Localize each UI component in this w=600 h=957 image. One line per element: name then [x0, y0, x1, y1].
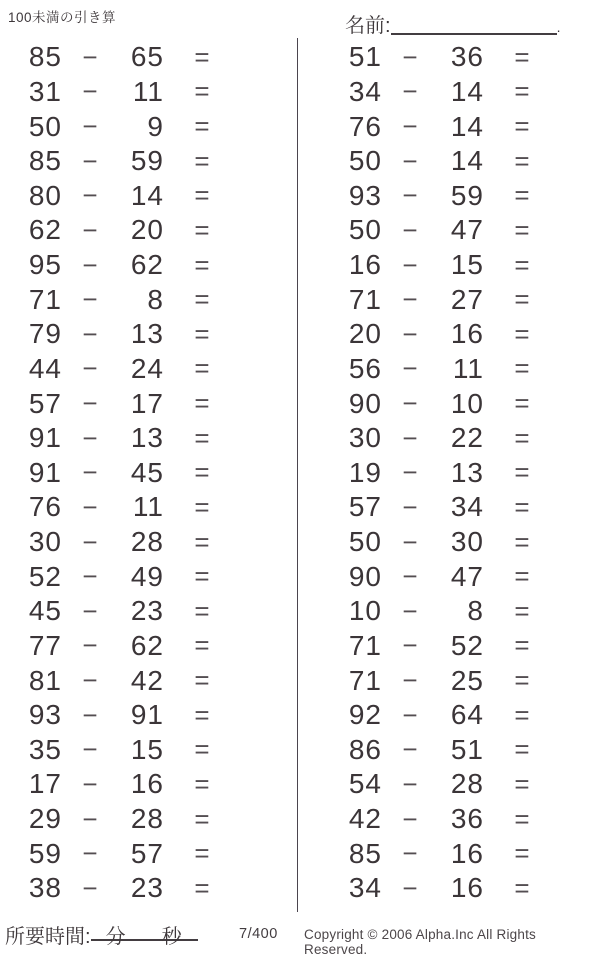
minuend: 93 — [348, 179, 382, 211]
minus-sign: − — [82, 422, 98, 453]
minus-sign: − — [82, 318, 98, 349]
minus-sign: − — [82, 111, 98, 142]
minuend: 30 — [348, 422, 382, 454]
subtrahend: 28 — [130, 803, 164, 835]
time-input-line[interactable] — [91, 920, 198, 948]
equals-sign: = — [514, 699, 530, 730]
equals-sign: = — [514, 422, 530, 453]
subtrahend: 14 — [450, 75, 484, 107]
equals-sign: = — [514, 665, 530, 696]
subtrahend: 8 — [467, 595, 484, 627]
time-label: 所要時間: — [5, 926, 91, 948]
subtrahend: 11 — [132, 75, 164, 107]
subtrahend: 14 — [450, 145, 484, 177]
subtrahend: 11 — [132, 491, 164, 523]
subtrahend: 27 — [450, 283, 484, 315]
equals-sign: = — [194, 768, 210, 799]
minuend: 44 — [28, 352, 62, 384]
minus-sign: − — [402, 249, 418, 280]
minuend: 19 — [348, 456, 382, 488]
problem-row — [328, 352, 568, 387]
minuend: 20 — [348, 318, 382, 350]
subtrahend: 23 — [130, 595, 164, 627]
subtrahend: 11 — [452, 352, 484, 384]
equals-sign: = — [514, 838, 530, 869]
minuend: 29 — [28, 803, 62, 835]
equals-sign: = — [514, 41, 530, 72]
copyright: Copyright © 2006 Alpha.Inc All Rights Reserved. — [304, 927, 536, 957]
problem-row — [328, 836, 568, 871]
minus-sign: − — [82, 561, 98, 592]
minus-sign: − — [402, 561, 418, 592]
minus-sign: − — [82, 699, 98, 730]
minuend: 77 — [28, 629, 62, 661]
problem-row — [8, 144, 248, 179]
minus-sign: − — [82, 180, 98, 211]
problem-row — [8, 40, 248, 75]
subtrahend: 57 — [130, 837, 164, 869]
equals-sign: = — [514, 388, 530, 419]
subtrahend: 59 — [450, 179, 484, 211]
equals-sign: = — [514, 145, 530, 176]
problem-row — [328, 698, 568, 733]
subtrahend: 36 — [450, 803, 484, 835]
equals-sign: = — [514, 595, 530, 626]
subtrahend: 8 — [147, 283, 164, 315]
equals-sign: = — [514, 526, 530, 557]
minuend: 31 — [28, 75, 62, 107]
problem-row — [328, 629, 568, 664]
problem-row — [8, 421, 248, 456]
subtrahend: 9 — [147, 110, 164, 142]
subtrahend: 52 — [450, 629, 484, 661]
problem-row — [328, 594, 568, 629]
problem-row — [328, 386, 568, 421]
problem-row — [328, 40, 568, 75]
minus-sign: − — [82, 526, 98, 557]
subtrahend: 62 — [130, 249, 164, 281]
subtrahend: 91 — [130, 699, 164, 731]
minuend: 34 — [348, 872, 382, 904]
equals-sign: = — [514, 734, 530, 765]
equals-sign: = — [194, 388, 210, 419]
subtrahend: 34 — [450, 491, 484, 523]
minuend: 16 — [348, 249, 382, 281]
subtrahend: 59 — [130, 145, 164, 177]
minus-sign: − — [402, 41, 418, 72]
problem-row — [328, 248, 568, 283]
minus-sign: − — [82, 734, 98, 765]
minus-sign: − — [402, 457, 418, 488]
problem-row — [8, 836, 248, 871]
equals-sign: = — [194, 214, 210, 245]
minuend: 80 — [28, 179, 62, 211]
subtrahend: 36 — [450, 41, 484, 73]
name-field — [345, 9, 560, 38]
problem-row — [328, 421, 568, 456]
subtrahend: 65 — [130, 41, 164, 73]
subtrahend: 13 — [130, 422, 164, 454]
minuend: 17 — [28, 768, 62, 800]
minus-sign: − — [402, 838, 418, 869]
minus-sign: − — [82, 353, 98, 384]
subtrahend: 15 — [450, 249, 484, 281]
subtrahend: 10 — [450, 387, 484, 419]
minus-sign: − — [402, 388, 418, 419]
equals-sign: = — [194, 111, 210, 142]
equals-sign: = — [514, 457, 530, 488]
equals-sign: = — [194, 422, 210, 453]
minuend: 45 — [28, 595, 62, 627]
subtrahend: 16 — [450, 837, 484, 869]
minuend: 56 — [348, 352, 382, 384]
equals-sign: = — [514, 180, 530, 211]
minus-sign: − — [402, 284, 418, 315]
minus-sign: − — [402, 422, 418, 453]
equals-sign: = — [194, 595, 210, 626]
problems-column-right — [328, 40, 568, 906]
problem-row — [8, 109, 248, 144]
minus-sign: − — [82, 838, 98, 869]
equals-sign: = — [194, 872, 210, 903]
equals-sign: = — [194, 249, 210, 280]
footer — [0, 918, 600, 957]
worksheet-title: 100未満の引き算 — [8, 10, 117, 25]
equals-sign: = — [194, 76, 210, 107]
problem-row — [328, 802, 568, 837]
problem-row — [8, 352, 248, 387]
equals-sign: = — [194, 526, 210, 557]
problem-row — [328, 179, 568, 214]
minuend: 79 — [28, 318, 62, 350]
subtrahend: 49 — [130, 560, 164, 592]
minuend: 85 — [28, 41, 62, 73]
minus-sign: − — [82, 768, 98, 799]
subtrahend: 42 — [130, 664, 164, 696]
problem-row — [328, 456, 568, 491]
minuend: 35 — [28, 733, 62, 765]
minus-sign: − — [402, 803, 418, 834]
equals-sign: = — [514, 111, 530, 142]
minus-sign: − — [402, 699, 418, 730]
subtrahend: 47 — [450, 214, 484, 246]
minuend: 38 — [28, 872, 62, 904]
minuend: 34 — [348, 75, 382, 107]
minuend: 52 — [28, 560, 62, 592]
equals-sign: = — [514, 249, 530, 280]
subtrahend: 15 — [130, 733, 164, 765]
minus-sign: − — [82, 872, 98, 903]
minus-sign: − — [402, 768, 418, 799]
problems-column-left — [8, 40, 248, 906]
problem-row — [328, 109, 568, 144]
minus-sign: − — [402, 214, 418, 245]
problem-row — [8, 663, 248, 698]
equals-sign: = — [514, 491, 530, 522]
minus-sign: − — [402, 145, 418, 176]
minuend: 30 — [28, 526, 62, 558]
problem-row — [8, 733, 248, 768]
minuend: 57 — [348, 491, 382, 523]
minuend: 50 — [28, 110, 62, 142]
minus-sign: − — [402, 630, 418, 661]
name-line-period: . — [556, 19, 561, 35]
subtrahend: 47 — [450, 560, 484, 592]
minuend: 90 — [348, 387, 382, 419]
problem-row — [8, 559, 248, 594]
minuend: 91 — [28, 456, 62, 488]
problem-row — [328, 282, 568, 317]
minus-sign: − — [82, 249, 98, 280]
minus-sign: − — [402, 111, 418, 142]
subtrahend: 51 — [450, 733, 484, 765]
subtrahend: 22 — [450, 422, 484, 454]
problem-row — [8, 248, 248, 283]
page-number: 7/400 — [239, 926, 278, 942]
minuend: 62 — [28, 214, 62, 246]
column-divider — [297, 38, 299, 912]
problem-row — [328, 663, 568, 698]
minus-sign: − — [402, 665, 418, 696]
minuend: 51 — [348, 41, 382, 73]
minuend: 92 — [348, 699, 382, 731]
minuend: 59 — [28, 837, 62, 869]
minutes-label: 分 — [105, 926, 126, 948]
problem-row — [328, 733, 568, 768]
subtrahend: 17 — [130, 387, 164, 419]
problem-row — [8, 698, 248, 733]
subtrahend: 64 — [450, 699, 484, 731]
minus-sign: − — [82, 665, 98, 696]
time-field — [5, 920, 198, 949]
subtrahend: 28 — [450, 768, 484, 800]
minuend: 86 — [348, 733, 382, 765]
equals-sign: = — [514, 76, 530, 107]
problem-row — [8, 282, 248, 317]
minus-sign: − — [402, 353, 418, 384]
problem-row — [8, 629, 248, 664]
equals-sign: = — [194, 734, 210, 765]
minuend: 93 — [28, 699, 62, 731]
minuend: 90 — [348, 560, 382, 592]
problem-row — [328, 75, 568, 110]
subtrahend: 24 — [130, 352, 164, 384]
equals-sign: = — [194, 838, 210, 869]
problem-row — [328, 559, 568, 594]
subtrahend: 25 — [450, 664, 484, 696]
minus-sign: − — [82, 145, 98, 176]
equals-sign: = — [514, 768, 530, 799]
problem-row — [8, 802, 248, 837]
equals-sign: = — [514, 318, 530, 349]
equals-sign: = — [194, 353, 210, 384]
minus-sign: − — [82, 214, 98, 245]
minuend: 85 — [348, 837, 382, 869]
minuend: 71 — [348, 664, 382, 696]
subtrahend: 28 — [130, 526, 164, 558]
equals-sign: = — [194, 665, 210, 696]
subtrahend: 16 — [130, 768, 164, 800]
minuend: 71 — [28, 283, 62, 315]
subtrahend: 30 — [450, 526, 484, 558]
problem-row — [8, 767, 248, 802]
equals-sign: = — [514, 630, 530, 661]
equals-sign: = — [514, 561, 530, 592]
minuend: 57 — [28, 387, 62, 419]
minus-sign: − — [82, 803, 98, 834]
problem-row — [8, 871, 248, 906]
minuend: 50 — [348, 145, 382, 177]
subtrahend: 14 — [130, 179, 164, 211]
equals-sign: = — [194, 41, 210, 72]
problem-row — [8, 75, 248, 110]
problem-row — [328, 525, 568, 560]
subtrahend: 45 — [130, 456, 164, 488]
equals-sign: = — [194, 284, 210, 315]
minuend: 50 — [348, 526, 382, 558]
minuend: 85 — [28, 145, 62, 177]
problem-row — [328, 871, 568, 906]
minus-sign: − — [402, 76, 418, 107]
minuend: 10 — [348, 595, 382, 627]
minuend: 76 — [348, 110, 382, 142]
minuend: 54 — [348, 768, 382, 800]
problem-row — [8, 386, 248, 421]
equals-sign: = — [514, 872, 530, 903]
problem-row — [328, 213, 568, 248]
minus-sign: − — [402, 491, 418, 522]
equals-sign: = — [194, 699, 210, 730]
minus-sign: − — [82, 491, 98, 522]
minus-sign: − — [402, 595, 418, 626]
minuend: 76 — [28, 491, 62, 523]
problem-row — [328, 767, 568, 802]
minus-sign: − — [402, 180, 418, 211]
equals-sign: = — [194, 630, 210, 661]
problem-row — [8, 179, 248, 214]
minuend: 71 — [348, 283, 382, 315]
subtrahend: 62 — [130, 629, 164, 661]
minuend: 71 — [348, 629, 382, 661]
subtrahend: 16 — [450, 318, 484, 350]
subtrahend: 13 — [130, 318, 164, 350]
equals-sign: = — [514, 353, 530, 384]
minus-sign: − — [82, 41, 98, 72]
subtrahend: 16 — [450, 872, 484, 904]
minuend: 95 — [28, 249, 62, 281]
equals-sign: = — [194, 457, 210, 488]
subtrahend: 23 — [130, 872, 164, 904]
problem-row — [328, 317, 568, 352]
minus-sign: − — [82, 630, 98, 661]
minus-sign: − — [82, 595, 98, 626]
subtrahend: 14 — [450, 110, 484, 142]
minus-sign: − — [402, 526, 418, 557]
name-label: 名前: — [345, 15, 391, 37]
name-input-line[interactable] — [391, 15, 557, 35]
equals-sign: = — [194, 491, 210, 522]
problem-row — [8, 594, 248, 629]
subtrahend: 13 — [450, 456, 484, 488]
equals-sign: = — [194, 318, 210, 349]
equals-sign: = — [194, 180, 210, 211]
problem-row — [8, 490, 248, 525]
problem-row — [8, 213, 248, 248]
problem-row — [8, 525, 248, 560]
equals-sign: = — [514, 214, 530, 245]
problem-row — [328, 144, 568, 179]
minus-sign: − — [402, 318, 418, 349]
minuend: 50 — [348, 214, 382, 246]
minuend: 42 — [348, 803, 382, 835]
seconds-label: 秒 — [161, 926, 182, 948]
minus-sign: − — [82, 388, 98, 419]
minus-sign: − — [82, 457, 98, 488]
subtrahend: 20 — [130, 214, 164, 246]
minus-sign: − — [402, 872, 418, 903]
equals-sign: = — [194, 561, 210, 592]
minus-sign: − — [82, 284, 98, 315]
problem-row — [8, 456, 248, 491]
minuend: 81 — [28, 664, 62, 696]
minuend: 91 — [28, 422, 62, 454]
equals-sign: = — [194, 803, 210, 834]
problem-row — [8, 317, 248, 352]
problem-row — [328, 490, 568, 525]
equals-sign: = — [514, 284, 530, 315]
minus-sign: − — [402, 734, 418, 765]
equals-sign: = — [194, 145, 210, 176]
equals-sign: = — [514, 803, 530, 834]
minus-sign: − — [82, 76, 98, 107]
